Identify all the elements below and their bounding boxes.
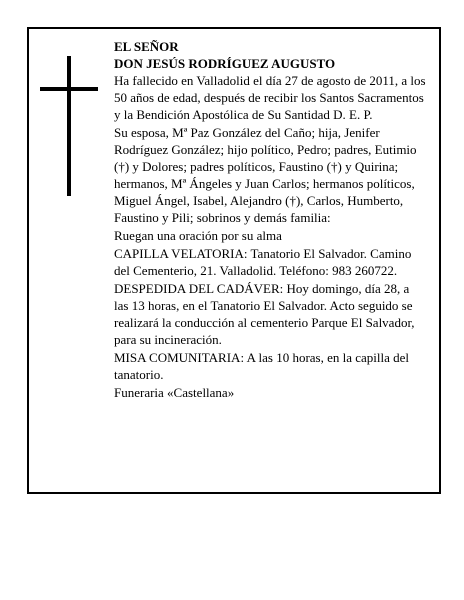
cross-vertical-bar: [67, 56, 71, 196]
funeral-home: Funeraria «Castellana»: [114, 385, 235, 400]
notice-title-line1: EL SEÑOR: [114, 39, 179, 54]
death-announcement: Ha fallecido en Valladolid el día 27 de agosto de 2011, a los 50 años de edad, después de recibir los Santos Sacramentos y la Bendición Apostólica de Su Santidad D. E. P.: [114, 73, 426, 122]
latin-cross-icon: [40, 56, 98, 196]
community-mass-info: MISA COMUNITARIA: A las 10 horas, en la capilla del tanatorio.: [114, 350, 410, 382]
prayer-request: Ruegan una oración por su alma: [114, 228, 282, 243]
deceased-name: DON JESÚS RODRÍGUEZ AUGUSTO: [114, 56, 336, 71]
wake-chapel-info: CAPILLA VELATORIA: Tanatorio El Salvador. Camino del Cementerio, 21. Valladolid. Teléfono: 983 260722.: [114, 246, 412, 278]
family-list: Su esposa, Mª Paz González del Caño; hija, Jenifer Rodríguez González; hijo político, Pedro; padres, Eutimio (†) y Dolores; padres políticos, Faustino (†) y Quirina; hermanos, Mª Ángeles y Juan Carlos; hermanos políticos, Miguel Ángel, Isabel, Alejandro (†), Carlos, Humberto, Faustino y Pili; sobrinos y demás familia:: [114, 125, 417, 225]
cross-horizontal-bar: [40, 87, 98, 91]
notice-text: [114, 38, 426, 402]
farewell-info: DESPEDIDA DEL CADÁVER: Hoy domingo, día 28, a las 13 horas, en el Tanatorio El Salvador. Acto seguido se realizará la conducción al cementerio Parque El Salvador, para su incineración.: [114, 281, 415, 347]
